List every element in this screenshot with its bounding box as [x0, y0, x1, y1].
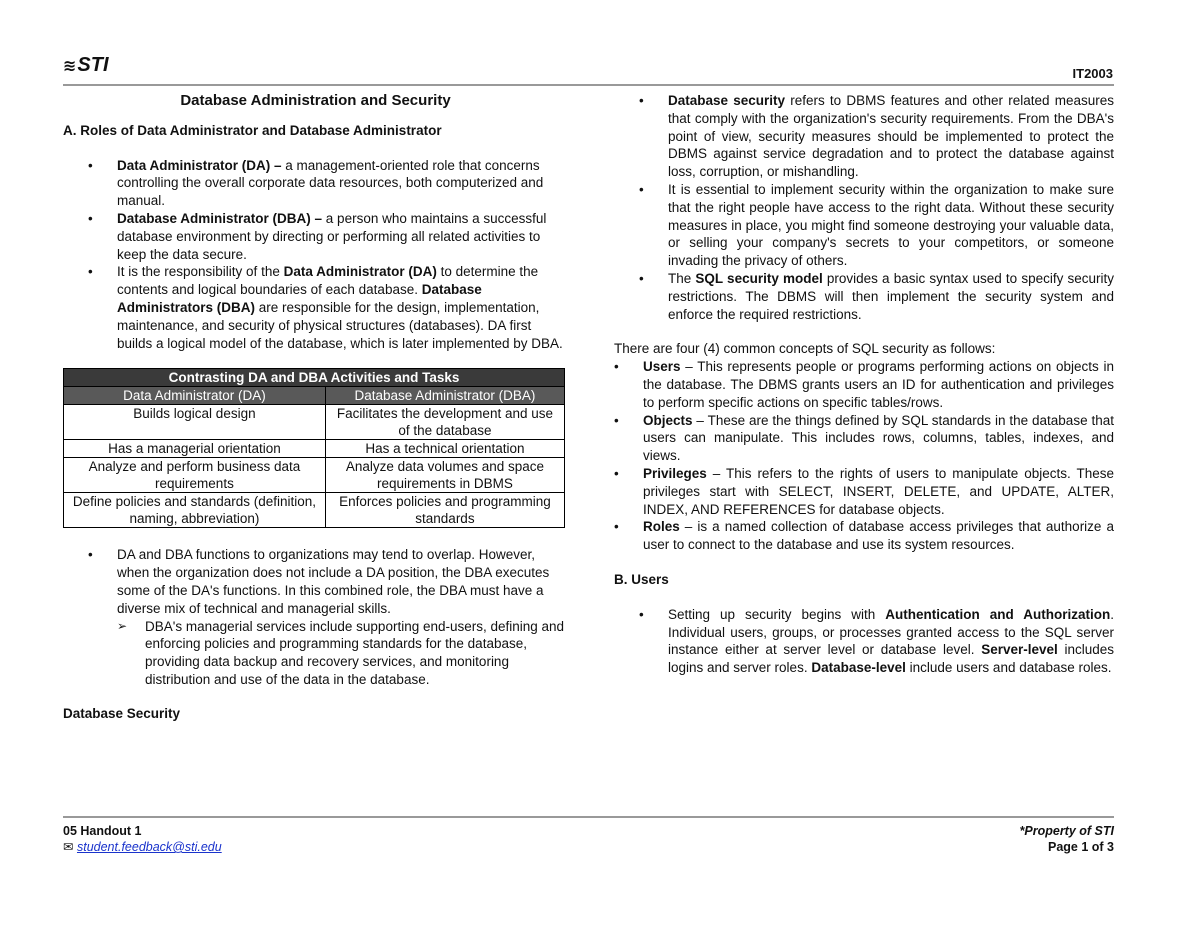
table-row: Has a managerial orientation Has a technical orientation: [64, 440, 565, 458]
sub-list: [117, 618, 568, 689]
list-item: • Setting up security begins with Authentication and Authorization. Individual users, groups, or processes granted access to the SQL server instance either at server level or database level. Server-level includes logins and server roles. Database-level include users and database roles.: [614, 606, 1114, 677]
list-item: • It is the responsibility of the Data Administrator (DA) to determine the contents and logical boundaries of each database. Database Administrators (DBA) are responsible for the design, implementation, maintenance, and security of physical structures (databases). DA first builds a logical model of the database, which is later implemented by DBA.: [63, 263, 568, 352]
envelope-icon: ✉: [63, 840, 74, 854]
table-caption: Contrasting DA and DBA Activities and Tasks: [64, 369, 565, 387]
concepts-list: [589, 358, 1114, 554]
list-item: • Privileges – This refers to the rights of users to manipulate objects. These privileges start with SELECT, INSERT, DELETE, and UPDATE, ALTER, INDEX, AND REFERENCES for database objects.: [589, 465, 1114, 518]
list-item: • It is essential to implement security within the organization to make sure that the right people have access to the right data. Without these security measures in place, you might find someone destroying your valuable data, or selling your company's secrets to your competitors, or someone invading the privacy of others.: [614, 181, 1114, 270]
sub-list-item: ➢ DBA's managerial services include supporting end-users, defining and enforcing policies and programming standards for the database, providing data backup and recovery services, and monitoring distribution and use of the data in the database.: [117, 618, 568, 689]
list-item: • Database Administrator (DBA) – a person who maintains a successful database environment by directing or performing all related activities to keep the data secure.: [63, 210, 568, 263]
feedback-contact: [63, 839, 222, 855]
list-item: • DA and DBA functions to organizations may tend to overlap. However, when the organization does not include a DA position, the DBA executes some of the DA's functions. In this combined role, the DBA must have a diverse mix of technical and managerial skills. ➢ DBA's managerial services include supporting end-users, defining and enforcing policies and programming standards for the database, providing data backup and recovery services, and monitoring distribution and use of the data in the database.: [63, 546, 568, 688]
list-item: • Objects – These are the things defined by SQL standards in the database that users can manipulate. This includes rows, columns, tables, indexes, and views.: [589, 412, 1114, 465]
left-column: [63, 92, 568, 723]
footer-right: [1020, 823, 1114, 855]
footer-divider: [63, 816, 1114, 818]
database-security-heading: Database Security: [63, 705, 181, 721]
table-row: Define policies and standards (definition, naming, abbreviation) Enforces policies and programming standards: [64, 493, 565, 528]
list-item: • Users – This represents people or programs performing actions on objects in the database. The DBMS grants users an ID for authentication and privileges to perform specific actions on specific tables/rows.: [589, 358, 1114, 411]
feedback-email-link[interactable]: student.feedback@sti.edu: [76, 840, 222, 854]
document-title: Database Administration and Security: [180, 92, 451, 109]
property-label: *Property of STI: [1019, 824, 1114, 838]
roles-list: [63, 157, 568, 353]
table-header: Data Administrator (DA): [64, 387, 326, 405]
handout-label: 05 Handout 1: [63, 824, 142, 838]
table-row: Builds logical design Facilitates the development and use of the database: [64, 405, 565, 440]
right-column: [614, 92, 1114, 677]
course-code: IT2003: [1072, 66, 1113, 81]
table-row: Analyze and perform business data requirements Analyze data volumes and space requirements in DBMS: [64, 458, 565, 493]
logo-swoosh-icon: ≋: [63, 58, 77, 75]
sti-logo: [63, 54, 109, 77]
section-a-heading: A. Roles of Data Administrator and Database Administrator: [63, 122, 442, 138]
overlap-list: [63, 546, 568, 688]
security-list: [614, 92, 1114, 323]
da-dba-table: [63, 368, 565, 528]
list-item: • Database security refers to DBMS features and other related measures that comply with the organization's security requirements. From the DBA's point of view, security measures should be implemented to protect the DBMS against service degradation and to protect the database against loss, corruption, or mishandling.: [614, 92, 1114, 181]
users-list: [614, 606, 1114, 677]
logo-text: STI: [77, 54, 109, 76]
table-header: Database Administrator (DBA): [325, 387, 564, 405]
header-divider: [63, 84, 1114, 86]
footer-left: [63, 823, 222, 855]
list-item: • Data Administrator (DA) – a management-oriented role that concerns controlling the overall corporate data resources, both computerized and manual.: [63, 157, 568, 210]
concepts-intro: There are four (4) common concepts of SQL security as follows:: [614, 341, 996, 357]
section-b-heading: B. Users: [614, 571, 669, 587]
list-item: • The SQL security model provides a basic syntax used to specify security restrictions. The DBMS will then implement the security system and enforce the required restrictions.: [614, 270, 1114, 323]
page-number: Page 1 of 3: [1048, 840, 1114, 854]
list-item: • Roles – is a named collection of database access privileges that authorize a user to connect to the database and use its system resources.: [589, 518, 1114, 554]
